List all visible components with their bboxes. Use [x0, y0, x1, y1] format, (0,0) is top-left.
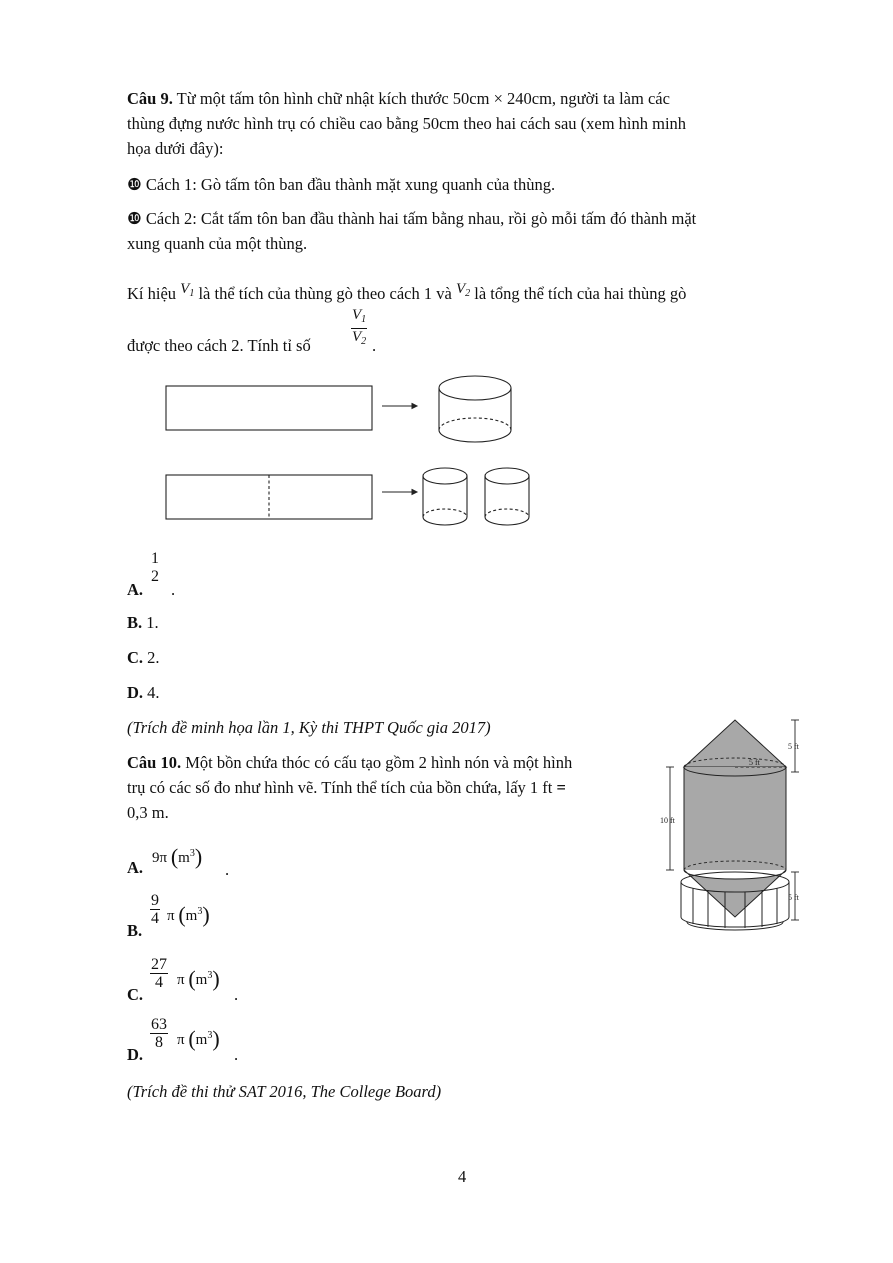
- q10-line-2: trụ có các số đo như hình vẽ. Tính thể tích của bồn chứa, lấy 1 ft =: [127, 778, 566, 797]
- arrow-right-icon: [382, 490, 417, 495]
- q9-method-2-cont: xung quanh của một thùng.: [127, 234, 308, 253]
- bottom-cone: [684, 870, 786, 917]
- cylinder-body: [684, 767, 786, 870]
- q9-option-a: A.: [127, 580, 144, 599]
- q9-method-2: ❿ Cách 2: Cắt tấm tôn ban đầu thành hai tấm bằng nhau, rồi gò mỗi tấm đó thành mặt: [127, 209, 697, 228]
- silo-figure: [655, 712, 810, 934]
- q10-option-d: D.: [127, 1045, 144, 1064]
- q9-option-d: D. 4.: [127, 683, 160, 702]
- q9-ask: được theo cách 2. Tính tỉ số: [127, 336, 311, 355]
- q9-option-c: C. 2.: [127, 648, 160, 667]
- q10-option-b-fraction: $\frac{9}{4}$: [151, 892, 159, 927]
- q10-option-d-unit: π $(m^3)$: [177, 1026, 220, 1051]
- dim-bottom-label: 5 ft: [788, 893, 799, 902]
- q9-line-1: Câu 9. Từ một tấm tôn hình chữ nhật kích thước 50cm × 240cm, người ta làm các: [127, 89, 670, 108]
- q9-figure: [160, 368, 540, 530]
- large-cylinder: [439, 376, 511, 442]
- v1-symbol: $V_1$: [180, 281, 195, 299]
- q9-title: Câu 9.: [127, 89, 173, 108]
- sheet-two: [166, 475, 372, 519]
- q9-ask-period: .: [372, 336, 377, 355]
- q10-source: (Trích đề thi thử SAT 2016, The College Board): [127, 1082, 442, 1101]
- v2-symbol: $V_2$: [455, 281, 471, 299]
- page-number: 4: [458, 1167, 467, 1186]
- q10-line-3: 0,3 m.: [127, 803, 169, 822]
- q9-source: (Trích đề minh họa lần 1, Kỳ thi THPT Quốc gia 2017): [127, 718, 491, 737]
- q10-option-d-fraction: $\frac{63}{8}$: [151, 1016, 167, 1051]
- ratio-fraction: $\frac{V_1}{V_2}$: [352, 307, 367, 347]
- q9-line-3: họa dưới đây):: [127, 139, 224, 158]
- bullet-icon: ❿: [127, 209, 142, 228]
- q10-option-c: C.: [127, 985, 144, 1004]
- bullet-icon: ❿: [127, 175, 142, 194]
- q10-option-a: A.: [127, 858, 144, 877]
- q10-line-1: Câu 10. Một bồn chứa thóc có cấu tạo gồm 2 hình nón và một hình: [127, 753, 573, 772]
- sheet-one: [166, 386, 372, 430]
- q10-option-c-unit: π $(m^3)$: [177, 966, 220, 991]
- arrow-right-icon: [382, 404, 417, 409]
- q10-option-c-fraction: $\frac{27}{4}$: [151, 956, 167, 991]
- dim-middle-label: 10 ft: [660, 816, 675, 825]
- q10-title: Câu 10.: [127, 753, 182, 772]
- q9-option-a-fraction: 1 2: [151, 550, 159, 585]
- q9-definition: Kí hiệu $V_1$ là thể tích của thùng gò theo cách 1 và $V_2$ là tổng thể tích của hai thùng gò: [127, 281, 687, 303]
- dim-radius-label: 5 ft: [749, 758, 760, 767]
- q10-option-b-unit: π $(m^3)$: [167, 902, 210, 927]
- small-cylinder: [485, 468, 529, 525]
- q9-line-2: thùng đựng nước hình trụ có chiều cao bằng 50cm theo hai cách sau (xem hình minh: [127, 114, 687, 133]
- q10-option-b: B.: [127, 921, 143, 940]
- q9-method-1: ❿ Cách 1: Gò tấm tôn ban đầu thành mặt xung quanh của thùng.: [127, 175, 556, 194]
- dim-top-label: 5 ft: [788, 742, 799, 751]
- small-cylinder: [423, 468, 467, 525]
- top-cone: [684, 720, 786, 767]
- q10-option-a-value: 9π $(m^3)$: [152, 844, 203, 869]
- q9-option-b: B. 1.: [127, 613, 159, 632]
